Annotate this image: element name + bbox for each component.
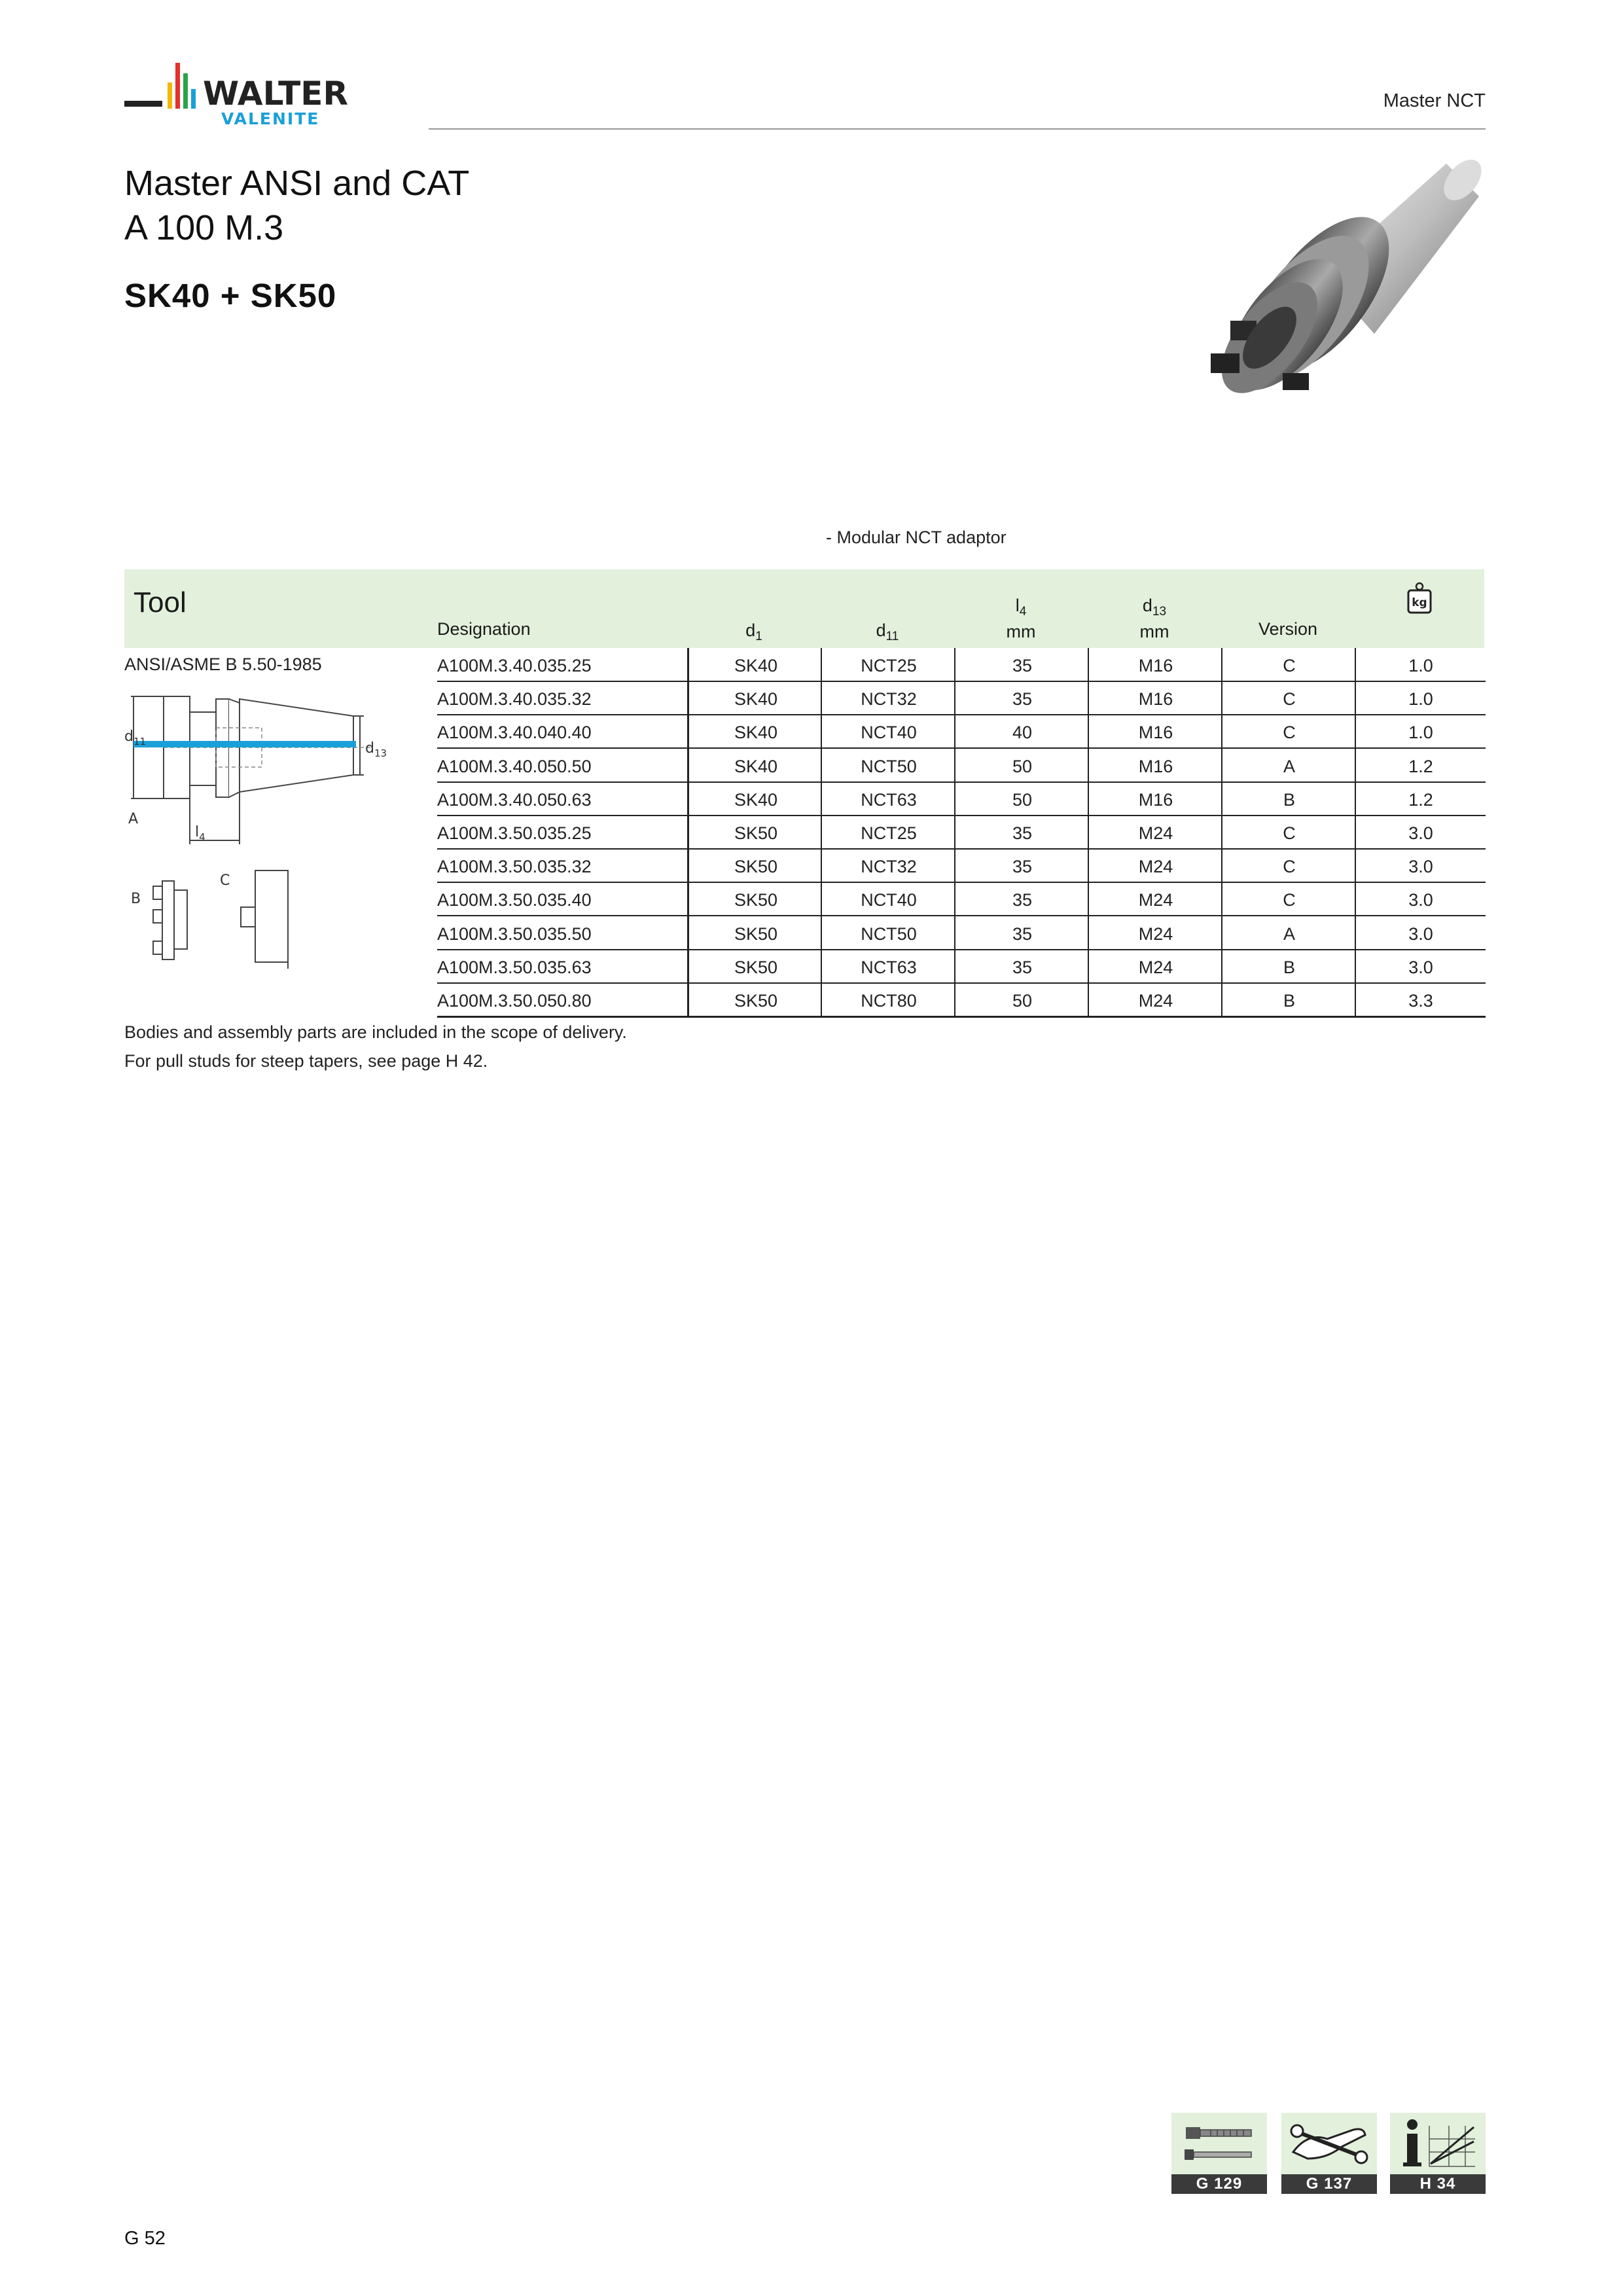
table-note: - Modular NCT adaptor <box>826 528 1007 547</box>
d13-cell: M16 <box>1088 749 1222 783</box>
weight-cell: 1.0 <box>1355 681 1486 715</box>
l4-cell: 35 <box>954 882 1089 916</box>
l4-cell: 50 <box>954 782 1089 816</box>
weight-cell: 1.2 <box>1355 749 1486 783</box>
d13-cell: M24 <box>1088 916 1222 950</box>
footnote-pull-studs: For pull studs for steep tapers, see page H 42. <box>124 1051 488 1071</box>
title-line-2: A 100 M.3 <box>124 208 284 247</box>
reference-label: H 34 <box>1390 2174 1486 2194</box>
weight-cell: 3.0 <box>1355 916 1486 950</box>
drawing-d11-label: d <box>124 728 134 745</box>
version-cell: B <box>1221 983 1356 1018</box>
weight-cell: 1.2 <box>1355 782 1486 816</box>
table-row <box>124 950 1484 983</box>
version-cell: B <box>1221 782 1356 816</box>
reference-g137[interactable] <box>1281 2113 1377 2194</box>
d1-cell: SK50 <box>687 882 823 916</box>
d1-cell: SK40 <box>687 648 823 682</box>
table-row <box>124 681 1484 715</box>
weight-icon-text: kg <box>1412 596 1427 609</box>
l4-cell: 50 <box>954 749 1089 783</box>
page-title <box>124 161 469 250</box>
d11-cell: NCT63 <box>821 782 955 816</box>
d11-cell: NCT40 <box>821 715 955 749</box>
designation-cell: A100M.3.40.050.50 <box>437 749 687 783</box>
table-row <box>124 648 1484 681</box>
table-row <box>124 782 1484 816</box>
l4-header: $l_4$ mm <box>954 596 1088 641</box>
weight-cell: 1.0 <box>1355 648 1486 682</box>
d11-cell: NCT80 <box>821 983 955 1018</box>
l4-cell: 40 <box>954 715 1089 749</box>
wrench-hand-icon <box>1281 2113 1377 2174</box>
version-cell: C <box>1221 681 1356 715</box>
drawing-version-a: A <box>128 811 139 827</box>
version-cell: A <box>1221 916 1356 950</box>
info-chart-icon <box>1390 2113 1486 2174</box>
drawing-version-c: C <box>220 872 230 889</box>
l4-cell: 35 <box>954 916 1089 950</box>
designation-cell: A100M.3.40.035.25 <box>437 648 687 682</box>
d13-cell: M24 <box>1088 983 1222 1018</box>
weight-cell: 3.0 <box>1355 950 1486 984</box>
d11-cell: NCT63 <box>821 950 955 984</box>
product-photo <box>1171 157 1499 406</box>
designation-header: Designation <box>437 619 531 639</box>
weight-cell: 3.0 <box>1355 849 1486 883</box>
footnote-scope: Bodies and assembly parts are included in the scope of delivery. <box>124 1022 627 1042</box>
d13-cell: M16 <box>1088 715 1222 749</box>
d1-cell: SK40 <box>687 782 823 816</box>
d13-cell: M24 <box>1088 816 1222 850</box>
d1-cell: SK50 <box>687 916 823 950</box>
drawing-d13-label: d <box>365 740 374 757</box>
d11-header: $d_{11}$ <box>876 620 899 643</box>
table-row <box>124 882 1484 916</box>
table-rows <box>124 648 1484 1016</box>
d11-cell: NCT32 <box>821 849 955 883</box>
header-divider <box>429 128 1486 130</box>
drawing-version-b: B <box>131 891 141 907</box>
d1-cell: SK40 <box>687 715 823 749</box>
svg-text:d13: $d_{13}$ <box>365 740 387 759</box>
reference-g129[interactable] <box>1171 2113 1267 2194</box>
version-cell: A <box>1221 749 1356 783</box>
table-body <box>124 648 1484 1016</box>
d11-cell: NCT40 <box>821 882 955 916</box>
weight-header <box>1355 581 1484 619</box>
d13-header: $d_{13}$ mm <box>1088 596 1221 641</box>
weight-cell: 3.3 <box>1355 983 1486 1018</box>
reference-label: G 137 <box>1281 2174 1377 2194</box>
brand-main: WALTER <box>203 75 348 113</box>
l4-cell: 35 <box>954 816 1089 850</box>
l4-cell: 35 <box>954 681 1089 715</box>
d1-cell: SK50 <box>687 849 823 883</box>
brand-sub: VALENITE <box>221 109 320 128</box>
designation-cell: A100M.3.50.035.50 <box>437 916 687 950</box>
l4-cell: 35 <box>954 950 1089 984</box>
designation-cell: A100M.3.50.035.63 <box>437 950 687 984</box>
table-row <box>124 749 1484 782</box>
designation-cell: A100M.3.40.050.63 <box>437 782 687 816</box>
d11-cell: NCT32 <box>821 681 955 715</box>
d1-cell: SK50 <box>687 816 823 850</box>
d13-cell: M24 <box>1088 849 1222 883</box>
table-row <box>124 816 1484 849</box>
d1-header: $d_1$ <box>745 620 762 643</box>
d1-cell: SK50 <box>687 983 823 1018</box>
d11-cell: NCT25 <box>821 648 955 682</box>
l4-cell: 35 <box>954 849 1089 883</box>
l4-unit: mm <box>1006 622 1036 641</box>
table-header <box>124 569 1484 648</box>
designation-cell: A100M.3.40.040.40 <box>437 715 687 749</box>
drawing-l4-label: l <box>195 824 200 840</box>
standard-label: ANSI/ASME B 5.50-1985 <box>124 655 322 674</box>
d13-cell: M16 <box>1088 648 1222 682</box>
version-cell: C <box>1221 849 1356 883</box>
l4-cell: 50 <box>954 983 1089 1018</box>
version-cell: B <box>1221 950 1356 984</box>
version-cell: C <box>1221 715 1356 749</box>
version-cell: C <box>1221 882 1356 916</box>
page-number: G 52 <box>124 2228 166 2249</box>
d13-cell: M16 <box>1088 782 1222 816</box>
version-cell: C <box>1221 816 1356 850</box>
table-row <box>124 983 1484 1016</box>
d13-cell: M24 <box>1088 950 1222 984</box>
weight-kg-icon <box>1406 581 1433 615</box>
designation-cell: A100M.3.40.035.32 <box>437 681 687 715</box>
d1-cell: SK50 <box>687 950 823 984</box>
weight-cell: 1.0 <box>1355 715 1486 749</box>
section-label: Master NCT <box>1383 90 1486 111</box>
table-row <box>124 916 1484 950</box>
version-header: Version <box>1258 619 1318 639</box>
designation-cell: A100M.3.50.050.80 <box>437 983 687 1018</box>
page-subtitle: SK40 + SK50 <box>124 277 337 314</box>
tool-header: Tool <box>134 586 187 619</box>
d13-unit: mm <box>1139 622 1169 641</box>
designation-cell: A100M.3.50.035.25 <box>437 816 687 850</box>
designation-cell: A100M.3.50.035.40 <box>437 882 687 916</box>
d13-cell: M16 <box>1088 681 1222 715</box>
screw-icon <box>1171 2113 1267 2174</box>
reference-h34[interactable] <box>1390 2113 1486 2194</box>
weight-cell: 3.0 <box>1355 816 1486 850</box>
table-row <box>124 849 1484 882</box>
svg-text:l4: $l_4$ <box>195 824 205 843</box>
l4-cell: 35 <box>954 648 1089 682</box>
walter-valenite-logo <box>124 60 399 132</box>
d11-cell: NCT50 <box>821 749 955 783</box>
svg-text:d11: $d_{11}$ <box>124 728 147 747</box>
d11-cell: NCT25 <box>821 816 955 850</box>
version-cell: C <box>1221 648 1356 682</box>
table-row <box>124 715 1484 748</box>
d11-cell: NCT50 <box>821 916 955 950</box>
weight-cell: 3.0 <box>1355 882 1486 916</box>
d1-cell: SK40 <box>687 749 823 783</box>
title-line-1: Master ANSI and CAT <box>124 164 470 203</box>
tool-table <box>124 569 1484 1016</box>
d13-cell: M24 <box>1088 882 1222 916</box>
reference-label: G 129 <box>1171 2174 1267 2194</box>
designation-cell: A100M.3.50.035.32 <box>437 849 687 883</box>
d1-cell: SK40 <box>687 681 823 715</box>
